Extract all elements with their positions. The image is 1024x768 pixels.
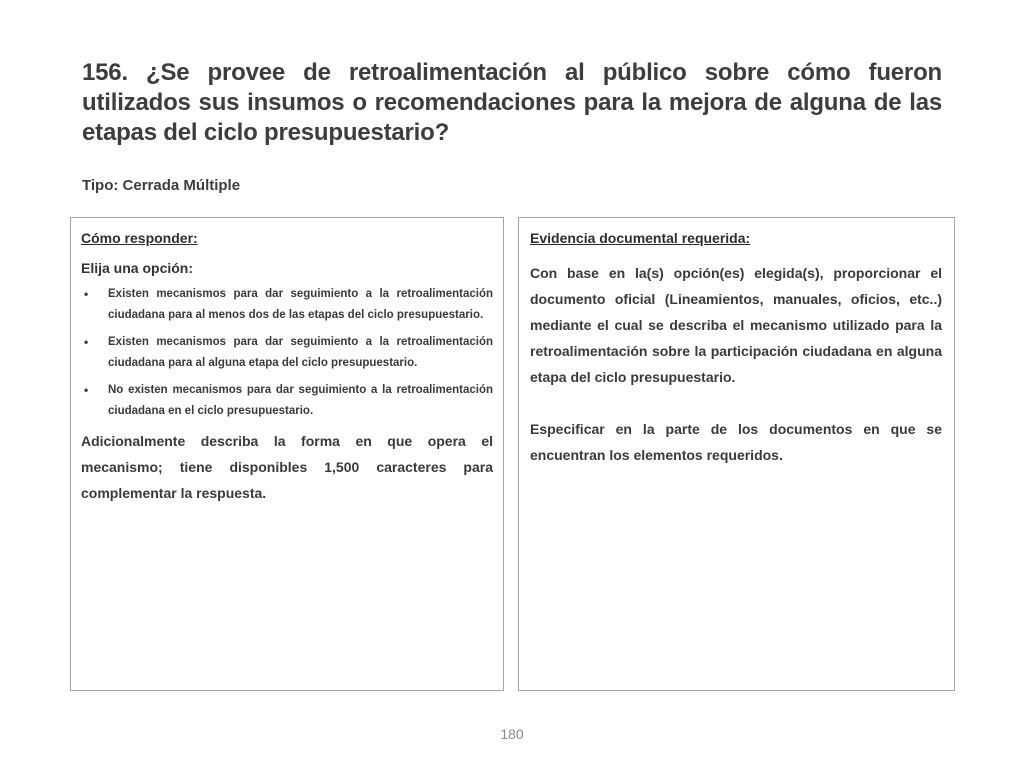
bullet-icon: • (84, 383, 89, 397)
evidence-specify-paragraph: Especificar en la parte de los documentos en que se encuentran los elementos requeridos. (530, 421, 942, 463)
bullet-icon: • (84, 335, 89, 349)
option-text: Existen mecanismos para dar seguimiento a la retroalimentación ciudadana para al menos dos de las etapas del ciclo presupuestario. (108, 288, 493, 321)
evidence-title: Evidencia documental requerida: (530, 230, 751, 246)
page-number: 180 (500, 726, 524, 742)
evidence-panel (518, 217, 955, 691)
option-item (81, 284, 493, 326)
bullet-icon: • (84, 287, 89, 301)
question-type: Tipo: Cerrada Múltiple (82, 177, 241, 194)
additional-instructions: Adicionalmente describa la forma en que opera el mecanismo; tiene disponibles 1,500 caracteres para complementar la respuesta. (81, 433, 493, 501)
options-list (81, 284, 493, 422)
evidence-paragraph: Con base en la(s) opción(es) elegida(s), proporcionar el documento oficial (Lineamientos, manuales, oficios, etc..) mediante el cual se describa el mecanismo utilizado para la retroalimentación sobre la participación ciudadana en alguna etapa del ciclo presupuestario. (530, 265, 942, 385)
question-title: 156. ¿Se provee de retroalimentación al público sobre cómo fueron utilizados sus insumos o recomendaciones para la mejora de alguna de las etapas del ciclo presupuestario? (82, 59, 942, 146)
how-to-respond-title: Cómo responder: (81, 230, 198, 246)
option-text: No existen mecanismos para dar seguimiento a la retroalimentación ciudadana en el ciclo presupuestario. (108, 384, 493, 417)
option-text: Existen mecanismos para dar seguimiento a la retroalimentación ciudadana para al alguna etapa del ciclo presupuestario. (108, 336, 493, 369)
option-item (81, 332, 493, 374)
choose-option-label: Elija una opción: (81, 260, 194, 276)
how-to-respond-panel (70, 217, 504, 691)
option-item (81, 380, 493, 422)
